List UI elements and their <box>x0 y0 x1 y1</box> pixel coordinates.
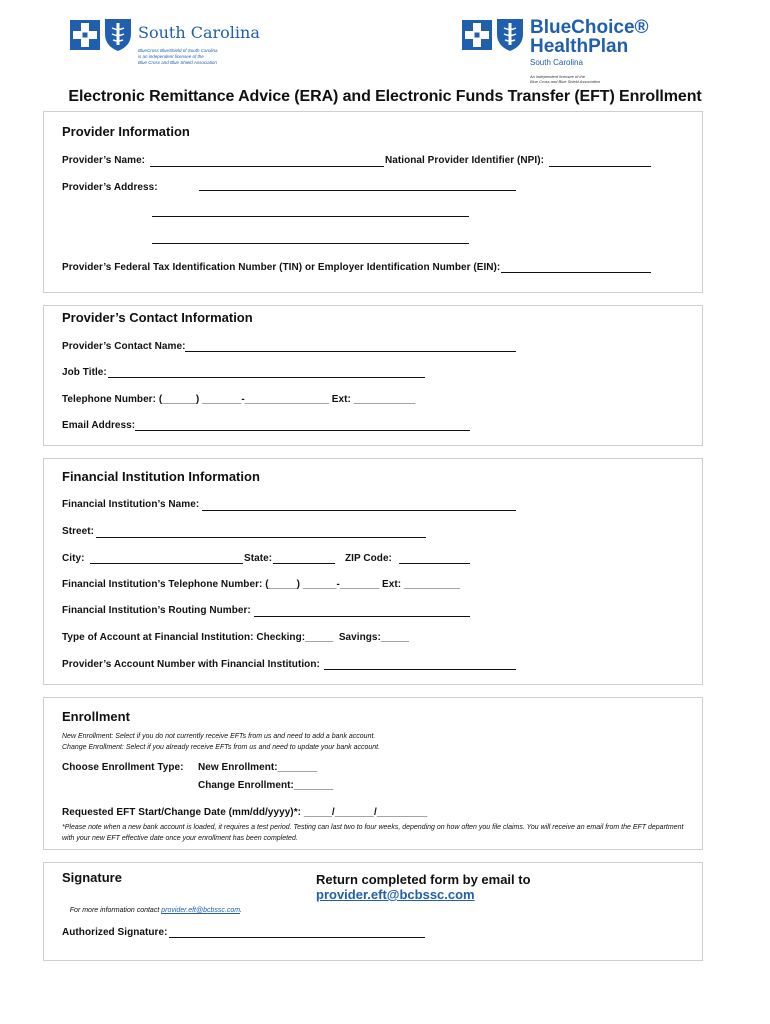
telephone-field[interactable]: Telephone Number: (______) _______-_______________ Ext: ___________ <box>62 394 416 405</box>
npi-field[interactable] <box>549 166 651 167</box>
fi-telephone-field[interactable]: Financial Institution’s Telephone Number: (_____) ______-_______ Ext: __________ <box>62 579 461 590</box>
blue-shield-icon <box>103 16 133 52</box>
section-heading: Provider’s Contact Information <box>62 310 253 325</box>
authorized-signature-field[interactable] <box>169 937 425 938</box>
brand-tagline: An independent licensee of the Blue Cross and Blue Shield Association <box>530 74 601 84</box>
provider-name-field[interactable] <box>150 166 384 167</box>
tin-ein-field[interactable] <box>501 272 651 273</box>
financial-institution-section <box>43 458 703 685</box>
blue-cross-icon <box>462 20 492 50</box>
section-heading: Financial Institution Information <box>62 469 260 484</box>
return-email-link[interactable]: provider.eft@bcbssc.com <box>316 887 475 902</box>
new-enrollment-option[interactable]: New Enrollment:_______ <box>198 762 317 773</box>
more-info-text <box>62 900 242 921</box>
state-field[interactable] <box>273 563 335 564</box>
routing-number-label: Financial Institution’s Routing Number: <box>62 605 251 616</box>
section-heading: Provider Information <box>62 124 190 139</box>
blue-shield-icon <box>495 16 525 52</box>
address-line-2-field[interactable] <box>152 216 469 217</box>
signature-section <box>43 862 703 961</box>
email-label: Email Address: <box>62 420 136 431</box>
choose-enrollment-type-label: Choose Enrollment Type: <box>62 762 184 773</box>
fi-name-field[interactable] <box>202 510 516 511</box>
bcbs-south-carolina-logo <box>70 16 270 76</box>
bluechoice-healthplan-logo <box>462 16 662 86</box>
provider-information-section <box>43 111 703 293</box>
authorized-signature-label: Authorized Signature: <box>62 927 168 938</box>
section-heading: Signature <box>62 870 122 885</box>
more-info-label: For more information contact <box>69 907 162 914</box>
account-number-label: Provider’s Account Number with Financial Institution: <box>62 659 320 670</box>
brand-tagline: BlueCross BlueShield of South Carolina is an independent licensee of the Blue Cross and Blue Shield Association <box>138 48 218 65</box>
street-label: Street: <box>62 526 95 537</box>
blue-cross-icon <box>70 20 100 50</box>
contact-name-label: Provider’s Contact Name: <box>62 341 186 352</box>
brand-name: BlueChoice® HealthPlan <box>530 17 649 57</box>
new-enrollment-note: New Enrollment: Select if you do not currently receive EFTs from us and need to add a bank account. <box>62 733 376 740</box>
provider-address-label: Provider’s Address: <box>62 182 158 193</box>
street-field[interactable] <box>96 537 426 538</box>
account-type-field[interactable]: Type of Account at Financial Institution: Checking:_____ Savings:_____ <box>62 632 409 643</box>
routing-number-field[interactable] <box>254 616 470 617</box>
contact-information-section <box>43 305 703 446</box>
document-title: Electronic Remittance Advice (ERA) and Electronic Funds Transfer (EFT) Enrollment <box>68 88 702 105</box>
address-line-1-field[interactable] <box>199 190 516 191</box>
job-title-field[interactable] <box>108 377 425 378</box>
enrollment-section <box>43 697 703 850</box>
brand-name: South Carolina <box>138 23 260 42</box>
address-line-3-field[interactable] <box>152 243 469 244</box>
section-heading: Enrollment <box>62 709 130 724</box>
zip-field[interactable] <box>399 563 470 564</box>
change-enrollment-option[interactable]: Change Enrollment:_______ <box>198 780 334 791</box>
job-title-label: Job Title: <box>62 367 107 378</box>
requested-date-field[interactable]: Requested EFT Start/Change Date (mm/dd/yyyy)*: _____/_______/_________ <box>62 807 428 818</box>
change-enrollment-note: Change Enrollment: Select if you already receive EFTs from us and need to update your bank account. <box>62 744 381 751</box>
test-period-note: *Please note when a new bank account is loaded, it requires a test period. Testing can last two to four weeks, depending on how often you file claims. You will receive an email from the EFT department with your new EFT effective date once your enrollment has been completed. <box>62 824 684 842</box>
city-label: City: <box>62 553 85 564</box>
brand-region: South Carolina <box>530 58 583 67</box>
email-field[interactable] <box>135 430 470 431</box>
city-field[interactable] <box>90 563 243 564</box>
account-number-field[interactable] <box>324 669 516 670</box>
tin-ein-label: Provider’s Federal Tax Identification Number (TIN) or Employer Identification Number (EIN): <box>62 262 501 273</box>
return-instructions: Return completed form by email to <box>316 872 531 887</box>
contact-name-field[interactable] <box>185 351 516 352</box>
npi-label: National Provider Identifier (NPI): <box>385 155 544 166</box>
more-info-suffix: . <box>240 907 242 914</box>
fi-name-label: Financial Institution’s Name: <box>62 499 200 510</box>
state-label: State: <box>244 553 273 564</box>
provider-name-label: Provider’s Name: <box>62 155 146 166</box>
zip-label: ZIP Code: <box>345 553 392 564</box>
more-info-email-link[interactable]: provider.eft@bcbssc.com <box>161 907 241 914</box>
